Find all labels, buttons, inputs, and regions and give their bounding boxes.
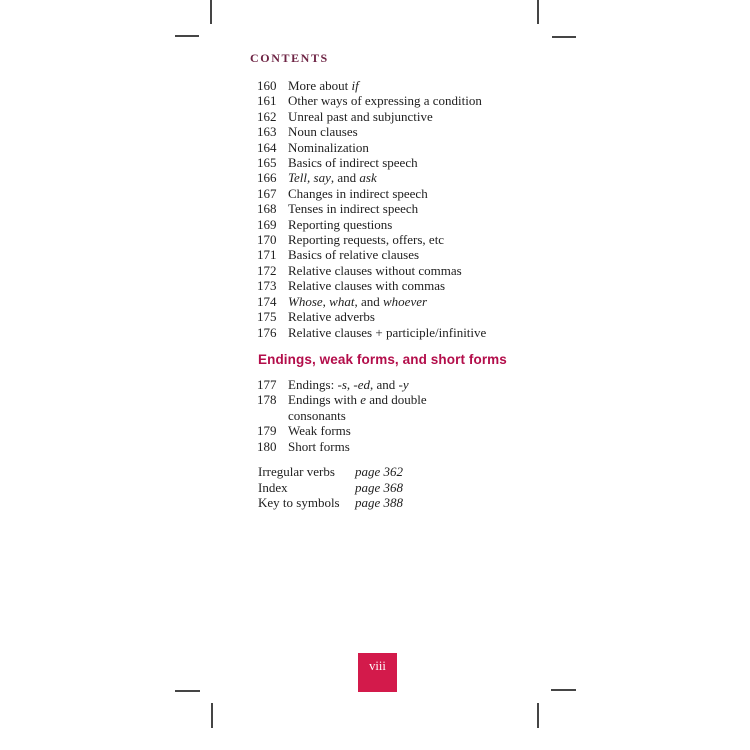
entry-text-segment: if [351,78,359,93]
entry-text-segment: Reporting requests, offers, etc [288,232,445,248]
back-matter-entry [258,464,478,480]
entry-text-segment: Basics of relative clauses [288,247,420,263]
entry-text-segment: , [322,293,330,309]
entry-text-segment: -ed [353,377,370,392]
entry-text-segment: Relative adverbs [288,309,375,325]
toc-entry [257,325,512,340]
entry-title [288,392,512,423]
entry-title [288,201,512,216]
entry-title [288,155,512,170]
entry-text-segment: Other ways of expressing a condition [288,93,482,109]
toc-entry [257,78,512,93]
toc-entry [257,294,512,309]
entry-text-segment: Relative clauses + participle/infinitive [288,324,487,340]
entry-number: 172 [257,262,277,278]
entry-text-segment: Basics of indirect speech [288,155,418,171]
back-matter-page-ref: page 362 [355,464,404,479]
entry-text-segment: Tenses in indirect speech [288,201,419,217]
back-matter-label: Index [258,479,288,495]
entry-title [288,170,512,185]
entry-number: 173 [257,278,277,294]
entry-text-segment: Short forms [288,438,350,454]
entry-text-segment: Changes in indirect speech [288,185,428,201]
crop-mark-bottom-left-horizontal [175,690,200,692]
entry-number: 176 [257,324,277,340]
toc-entry [257,140,512,155]
entry-number: 163 [257,124,277,140]
page-number: viii [369,659,386,673]
entry-title [288,423,512,438]
entry-number: 168 [257,201,277,217]
toc-list-main [257,78,512,340]
entry-text-segment: Tell, say [288,170,331,186]
toc-entry [257,439,512,454]
entry-text-segment: Weak forms [288,423,351,439]
section-heading: Endings, weak forms, and short forms [258,352,507,367]
crop-mark-top-left-horizontal [175,35,199,37]
entry-text-segment: -y [398,377,409,392]
entry-title [288,109,512,124]
entry-text-segment: what [329,293,355,309]
entry-title [288,186,512,201]
entry-text-segment: Nominalization [288,139,369,155]
entry-number: 177 [257,377,277,392]
back-matter-label: Irregular verbs [258,464,335,479]
entry-text-segment: , [346,377,354,392]
entry-title [288,325,512,340]
entry-text-segment: whoever [383,293,428,309]
entry-text-segment: Whose [288,293,323,309]
page-number-box [358,653,397,692]
toc-entry [257,392,512,423]
toc-entry [257,278,512,293]
entry-text-segment: , and [369,377,399,392]
entry-number: 169 [257,216,277,232]
entry-text-segment: Noun clauses [288,124,358,140]
entry-number: 171 [257,247,277,263]
entry-title [288,439,512,454]
entry-title [288,309,512,324]
entry-text-segment: , and [330,170,360,186]
crop-mark-top-left-vertical [210,0,212,24]
entry-title [288,140,512,155]
entry-text-segment: -s [337,377,347,392]
contents-heading: CONTENTS [250,51,329,65]
entry-number: 164 [257,139,277,155]
entry-number: 174 [257,293,277,309]
entry-title [288,217,512,232]
entry-text-segment: Relative clauses without commas [288,262,462,278]
toc-entry [257,124,512,139]
toc-entry [257,93,512,108]
crop-mark-bottom-right-horizontal [551,689,576,691]
entry-number: 179 [257,423,277,439]
entry-text-segment: Unreal past and subjunctive [288,108,433,124]
entry-number: 166 [257,170,277,186]
entry-title [288,247,512,262]
entry-text-segment: More about [288,78,352,93]
toc-entry [257,423,512,438]
toc-entry [257,186,512,201]
entry-text-segment: and double [366,392,427,408]
entry-number: 178 [257,392,277,408]
entry-title [288,232,512,247]
entry-title [288,78,512,93]
entry-number: 161 [257,93,277,109]
toc-entry [257,232,512,247]
toc-entry [257,217,512,232]
entry-title [288,377,512,392]
entry-number: 165 [257,155,277,171]
toc-entry [257,155,512,170]
entry-title [288,124,512,139]
entry-title [288,93,512,108]
entry-text-segment: Endings: [288,377,338,392]
entry-number: 162 [257,108,277,124]
back-matter-label: Key to symbols [258,495,340,510]
back-matter-entry [258,480,478,496]
toc-entry [257,309,512,324]
entry-text-segment: Reporting questions [288,216,393,232]
entry-number: 180 [257,438,277,454]
back-matter-page-ref: page 368 [355,479,404,495]
entry-text-segment: consonants [288,407,346,423]
entry-text-segment: Relative clauses with commas [288,278,446,294]
crop-mark-bottom-right-vertical [537,703,539,728]
crop-mark-top-right-horizontal [552,36,576,38]
entry-title [288,263,512,278]
toc-entry [257,247,512,262]
toc-entry [257,263,512,278]
back-matter-entry [258,495,478,511]
back-matter-list [258,464,478,511]
entry-number: 167 [257,185,277,201]
entry-text-segment: , and [354,293,383,309]
toc-list-section [257,377,512,454]
crop-mark-bottom-left-vertical [211,703,213,728]
back-matter-page-ref: page 388 [355,495,404,510]
entry-number: 170 [257,232,277,248]
entry-number: 160 [257,78,277,93]
toc-entry [257,170,512,185]
toc-entry [257,377,512,392]
toc-entry [257,201,512,216]
entry-title [288,278,512,293]
entry-text-segment: ask [359,170,377,186]
crop-mark-top-right-vertical [537,0,539,24]
entry-text-segment: Endings with [288,392,361,408]
toc-entry [257,109,512,124]
entry-text-segment: e [360,392,367,408]
entry-title [288,294,512,309]
entry-number: 175 [257,309,277,325]
